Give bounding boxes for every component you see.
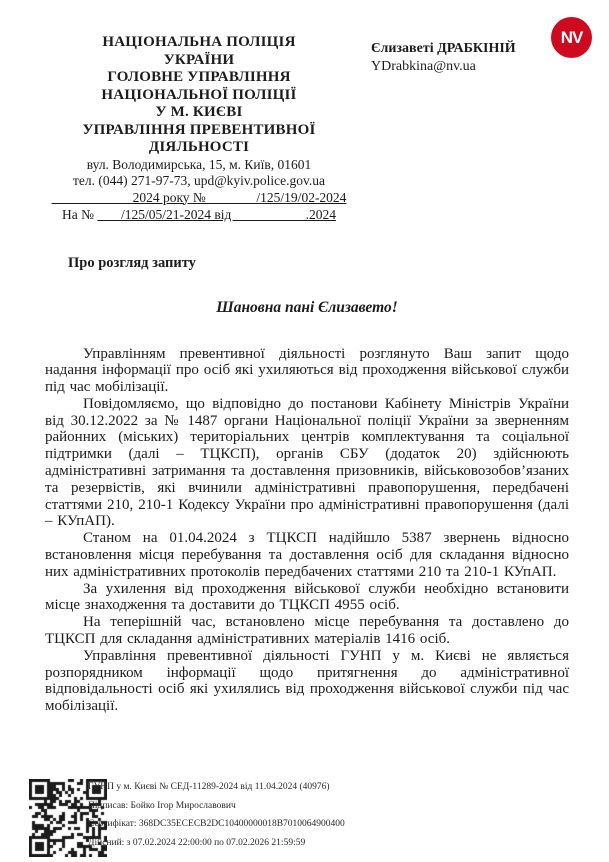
org-name-line: ДІЯЛЬНОСТІ xyxy=(148,139,250,155)
certificate-validity: Дійсний: з 07.02.2024 22:00:00 по 07.02.2026 21:59:59 xyxy=(88,837,306,848)
letterhead xyxy=(45,27,583,223)
org-name-line: ГОЛОВНЕ УПРАВЛІННЯ xyxy=(107,69,291,85)
body-paragraph: Станом на 01.04.2024 з ТЦКСП надійшло 5387 звернень відносно встановлення місця перебування та доставлення осіб для складання відносно них адміністративних протоколів передбачених статтями 210 та 210-1 КУпАП. xyxy=(45,530,569,580)
salutation: Шановна пані Єлизавето! xyxy=(216,298,398,316)
body-paragraph: За ухилення від проходження військової служби необхідно встановити місце знаходження та доставити до ТЦКСП 4955 осіб. xyxy=(45,580,569,614)
addressee-email: YDrabkina@nv.ua xyxy=(371,59,476,74)
addressee-block xyxy=(353,34,516,76)
signature-details xyxy=(88,782,345,856)
nv-logo-icon xyxy=(551,17,592,58)
body-paragraph: Управлінням превентивної діяльності розглянуто Ваш запит щодо надання інформації про осіб які ухиляються від проходження військової служби під час мобілізації. xyxy=(45,345,569,396)
addressee-name: Єлизаветі ДРАБКІНІЙ xyxy=(371,41,516,56)
incoming-ref-prefix: На № xyxy=(62,206,98,222)
outgoing-ref-value: 2024 року № /125/19/02-2024 xyxy=(51,189,347,205)
org-block xyxy=(45,34,353,223)
certificate-number: Сертифікат: 368DC35ECECB2DC10400000018B7010064900400 xyxy=(88,819,345,829)
body-paragraph: На теперішній час, встановлено місце перебування та доставлено до ТЦКСП для складання адміністративних матеріалів 1416 осіб. xyxy=(45,614,569,648)
body-paragraph: Повідомляємо, що відповідно до постанови Кабінету Міністрів України від 30.12.2022 за № 1487 органи Національної поліції України за зверненням районних (міських) територіальних центрів комплектування та соціальної підтримки (далі – ТЦКСП), органів СБУ (додаток 20) здійснюють адміністративні затримання та доставлення призовників, військовозобов’язаних та резервістів, які вчинили адміністративні правопорушення, передбачені статтями 210, 210-1 Кодексу України про адміністративні правопорушення (далі – КУпАП). xyxy=(45,395,569,530)
incoming-ref-line xyxy=(45,206,353,223)
outgoing-ref-line xyxy=(45,189,353,206)
letter-subject: Про розгляд запиту xyxy=(68,254,196,271)
incoming-ref-value: /125/05/21-2024 від .2024 xyxy=(97,206,336,222)
signer-name: Підписав: Бойко Ігор Мирославович xyxy=(88,800,236,811)
org-name-line: НАЦІОНАЛЬНОЇ ПОЛІЦІЇ xyxy=(101,86,297,103)
org-contact: тел. (044) 271-97-73, upd@kyiv.police.gov.ua xyxy=(72,172,326,188)
nv-logo-text: NV xyxy=(560,27,583,47)
org-name-line: УПРАВЛІННЯ ПРЕВЕНТИВНОЇ xyxy=(82,121,316,138)
org-name-line: У М. КИЄВІ xyxy=(155,104,243,120)
document-registration-number: ГУНП у м. Києві № СЕД-11289-2024 від 11.04.2024 (40976) xyxy=(88,782,330,792)
org-name-line: НАЦІОНАЛЬНА ПОЛІЦІЯ xyxy=(102,34,296,50)
org-address: вул. Володимирська, 15, м. Київ, 01601 xyxy=(86,156,312,172)
org-name-line: УКРАЇНИ xyxy=(163,51,235,68)
letter-body xyxy=(45,346,569,716)
body-paragraph: Управління превентивної діяльності ГУНП у м. Києві не являється розпорядником інформації щодо притягнення до адміністративної відповідальності осіб які ухилялись від проходження військової служби під час мобілізації. xyxy=(45,647,569,715)
